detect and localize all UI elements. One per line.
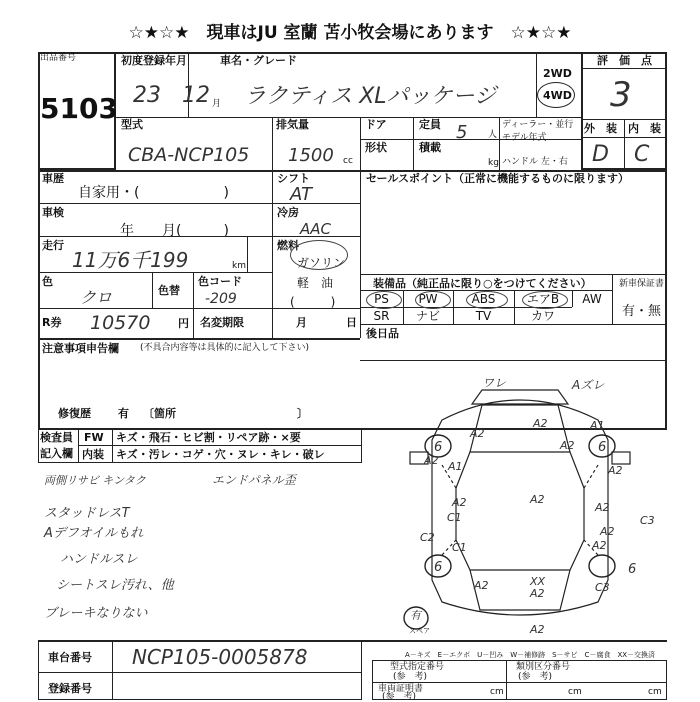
exterior-label: 外 装 <box>584 122 617 135</box>
inspector-label2: 記入欄 <box>40 447 73 460</box>
diag-mark-19: A2 <box>530 587 545 600</box>
history-value: 自家用・( ) <box>78 185 229 201</box>
equip-sr: SR <box>373 309 390 323</box>
remark-4: ハンドルスレ <box>60 552 138 567</box>
inspection-label: 車検 <box>42 206 64 219</box>
diag-mark-16: C3 <box>640 514 655 527</box>
model-name-label: 車名・グレード <box>220 54 297 67</box>
class-number-label: 類別区分番号 <box>516 662 571 672</box>
remark-3: Aデフオイルもれ <box>44 526 144 541</box>
vehicle-cert-sub: (参 考) <box>382 692 417 702</box>
reg-number-label: 登録番号 <box>48 682 92 695</box>
fuel-diesel: 軽 油 <box>297 276 334 290</box>
equip-circle-airbag <box>522 291 568 309</box>
mileage-unit: km <box>232 261 246 271</box>
diag-mark-3: A2 <box>470 427 485 440</box>
diag-spare: 有 <box>410 609 421 622</box>
diag-spare-label: スペア <box>409 627 430 635</box>
capacity-unit: 人 <box>488 130 498 140</box>
type-number-sub: (参 考) <box>393 672 428 682</box>
fuel-paren: ( ) <box>290 295 336 309</box>
equip-circle-abs <box>466 291 508 309</box>
diag-mark-7: A2 <box>608 464 623 477</box>
equip-circle-pw <box>415 291 451 309</box>
equip-circle-ps <box>366 291 402 309</box>
car-damage-diagram <box>372 370 668 640</box>
lot-number: 5103 <box>40 92 118 125</box>
diag-front-right-note: Aズレ <box>572 378 605 392</box>
diag-mark-21: A2 <box>530 623 545 636</box>
diag-mark-2: A1 <box>590 419 605 432</box>
remark-6: ブレーキなりない <box>44 606 148 621</box>
chassis-label: 車台番号 <box>48 651 92 664</box>
cooling-label: 冷房 <box>277 206 299 219</box>
equip-navi: ナビ <box>415 309 440 323</box>
diag-mark-5: A2 <box>424 454 439 467</box>
class-number-sub: (参 考) <box>518 672 553 682</box>
diag-mark-1: A2 <box>533 417 548 430</box>
mileage-value: 11万6千199 <box>72 248 189 272</box>
registration-month-unit: 月 <box>212 99 222 109</box>
mileage-label: 走行 <box>42 239 64 252</box>
unit-cm-1: cm <box>490 687 504 697</box>
equip-ps: PS <box>374 292 389 306</box>
diag-mark-6: A1 <box>448 460 463 473</box>
diag-mark-15: A2 <box>600 525 615 538</box>
model-code-label: 型式 <box>121 118 143 131</box>
inspection-value: 年 月( ) <box>120 223 229 239</box>
diag-mark-17: C3 <box>595 581 610 594</box>
grade-value: 3 <box>610 75 632 115</box>
fuel-gasoline-circle <box>290 240 348 270</box>
repair-label: 修復歴 <box>58 407 91 420</box>
diag-mark-12: A2 <box>595 501 610 514</box>
color-code-value: -209 <box>205 291 237 307</box>
diag-mark-13: C1 <box>452 541 467 554</box>
lot-label: 出品番号 <box>40 53 77 63</box>
equip-airbag: エアB <box>526 292 560 306</box>
load-label: 積載 <box>419 141 441 154</box>
load-unit: kg <box>488 158 499 168</box>
displacement-unit: cc <box>343 156 353 166</box>
inspector-label1: 検査員 <box>40 431 73 444</box>
type-number-label: 型式指定番号 <box>390 662 445 672</box>
equipment-label: 装備品（純正品に限り○をつけてください） <box>373 277 592 290</box>
fuel-label: 燃料 <box>277 239 299 252</box>
sales-point-label: セールスポイント（正常に機能するものに限ります） <box>366 172 630 185</box>
repair-place: 〔箇所 〕 <box>143 407 308 420</box>
exterior-value: D <box>592 142 609 167</box>
rear-label: 後日品 <box>366 327 399 340</box>
model-year-label: モデル年式 <box>502 133 547 143</box>
drive-circle <box>537 82 575 108</box>
remark-5: シートスレ汚れ、他 <box>56 578 174 593</box>
dealer-label: ディーラー・並行 <box>502 120 574 130</box>
drive-2wd: 2WD <box>543 67 572 80</box>
capacity-value: 5 <box>456 122 468 143</box>
handle-label: ハンドル 左・右 <box>502 157 568 167</box>
color-change-label: 色替 <box>158 284 180 297</box>
shift-label: シフト <box>277 172 310 185</box>
history-label: 車歴 <box>42 172 64 185</box>
inspector-row2: キズ・汚レ・コゲ・穴・ヌレ・キレ・破レ <box>116 448 325 461</box>
diag-mark-20: A2 <box>474 579 489 592</box>
equip-abs: ABS <box>471 292 496 306</box>
registration-label: 初度登録年月 <box>121 54 187 67</box>
diag-mark-11: C2 <box>420 531 435 544</box>
capacity-label: 定員 <box>419 118 441 131</box>
remark-2: スタッドレスT <box>44 506 130 521</box>
diag-tire-rl: 6 <box>434 560 443 575</box>
chassis-value: NCP105-0005878 <box>132 645 308 669</box>
model-code-value: CBA-NCP105 <box>128 144 250 166</box>
inspector-fw: FW <box>84 431 104 444</box>
diag-front-note: ワレ <box>482 376 507 390</box>
warranty-value: 有・無 <box>622 304 662 319</box>
color-label: 色 <box>42 275 53 288</box>
remark-1: 両側リサビ キンタク <box>44 474 146 487</box>
diag-mark-9: A2 <box>530 493 545 506</box>
shift-value: AT <box>290 184 312 205</box>
diag-tire-rr: 6 <box>628 562 637 577</box>
unit-cm-3: cm <box>648 687 662 697</box>
warranty-label: 新車保証書 <box>619 279 665 289</box>
equip-tv: TV <box>475 309 492 323</box>
diag-mark-8: A2 <box>452 496 467 509</box>
model-name-value: ラクティス XLパッケージ <box>244 84 497 109</box>
repair-value: 有 <box>118 407 129 420</box>
fuel-gasoline: ガソリン <box>297 256 346 270</box>
cooling-value: AAC <box>300 220 331 238</box>
header-banner: ☆★☆★ 現車はJU 室蘭 苫小牧会場にあります ☆★☆★ <box>128 23 572 43</box>
recycle-label: R券 <box>42 316 62 329</box>
unit-cm-2: cm <box>568 687 582 697</box>
doors-label: ドア <box>365 118 387 131</box>
diag-mark-4: A2 <box>560 439 575 452</box>
equip-leather: カワ <box>530 309 555 323</box>
notes-label: 注意事項申告欄 <box>42 342 119 355</box>
displacement-label: 排気量 <box>276 118 309 131</box>
shape-label: 形状 <box>365 141 387 154</box>
diag-mark-14: A2 <box>592 539 607 552</box>
inspector-interior: 内装 <box>82 448 104 461</box>
remark-right: エンドパネル歪 <box>212 473 296 487</box>
interior-label: 内 装 <box>628 122 661 135</box>
diag-mark-10: C1 <box>447 511 462 524</box>
diag-mark-18: XX <box>530 575 546 588</box>
equip-aw: AW <box>582 292 602 306</box>
grade-label: 評 価 点 <box>597 54 652 67</box>
inspector-row1: キズ・飛石・ヒビ割・リペア跡・×要 <box>116 431 301 444</box>
vehicle-cert-label: 車両証明書 <box>378 684 424 694</box>
interior-value: C <box>634 142 650 167</box>
registration-year: 23 <box>133 83 161 108</box>
drive-4wd: 4WD <box>543 89 572 102</box>
displacement-value: 1500 <box>288 145 334 166</box>
legend: A－キズ E－エクボ U－凹み W－補修跡 S－サビ C－腐食 XX－交換済 <box>405 651 656 659</box>
equip-pw: PW <box>418 292 438 306</box>
color-code-label: 色コード <box>198 275 242 288</box>
notes-sub: (不具合内容等は具体的に記入して下さい) <box>140 343 310 353</box>
meigi-month: 月 <box>296 316 307 329</box>
diag-tire-fl: 6 <box>434 440 443 455</box>
recycle-value: 10570 <box>90 312 151 334</box>
registration-month: 12 <box>182 83 210 108</box>
color-value: クロ <box>80 288 113 307</box>
meigi-label: 名変期限 <box>200 316 244 329</box>
meigi-day: 日 <box>346 316 357 329</box>
recycle-unit: 円 <box>178 317 189 330</box>
diag-tire-fr: 6 <box>598 440 607 455</box>
